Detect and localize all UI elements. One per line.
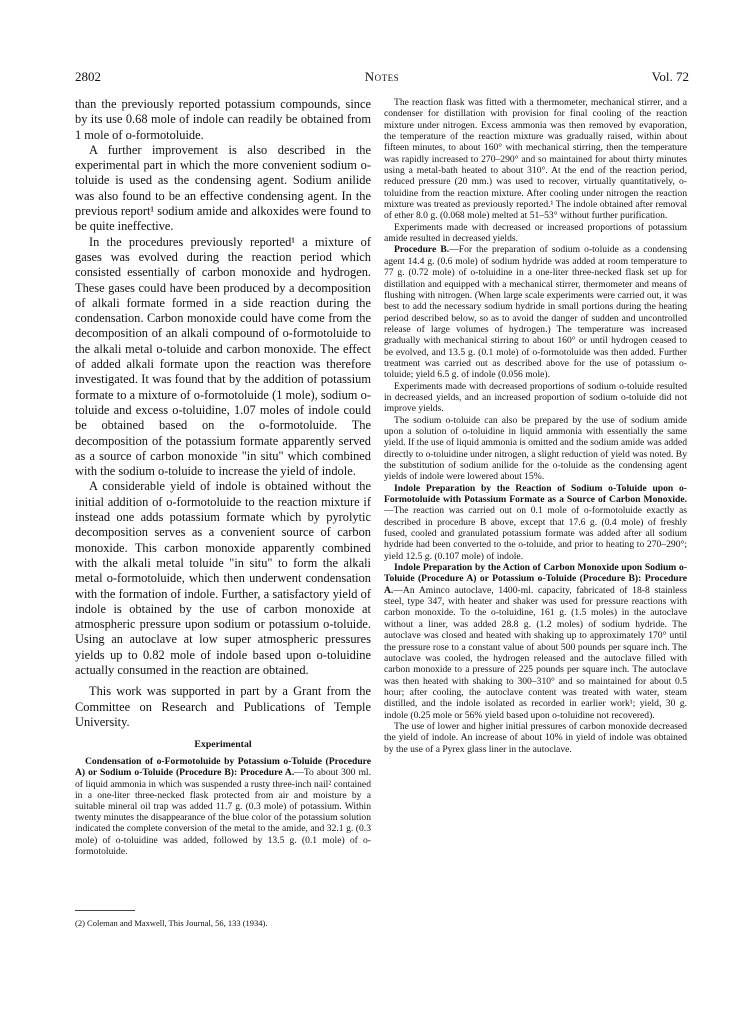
paragraph: Experiments made with decreased proportions of sodium o-toluide resulted in decreased yields, and an increased proportion of sodium o-toluide did not improve yields. bbox=[384, 380, 687, 415]
run-in-heading: Indole Preparation by the Action of Carbon Monoxide upon Sodium o-Toluide (Procedure A) or Potassium o-Toluide (Procedure B): Procedure A. bbox=[384, 562, 687, 596]
paragraph: Experiments made with decreased or increased proportions of potassium amide resulted in decreased yields. bbox=[384, 221, 687, 245]
section-heading-experimental: Experimental bbox=[194, 739, 252, 751]
paragraph: A further improvement is also described in the experimental part in which the more convenient sodium o-toluide is used as the condensing agent. Sodium anilide was also found to be an effective condensing agent. In the previous report¹ sodium amide and alkoxides were found to be quite ineffective. bbox=[75, 142, 371, 234]
paragraph-text: —An Aminco autoclave, 1400-ml. capacity, fabricated of 18-8 stainless steel, type 347, with heater and shaker was used for pressure reactions with carbon monoxide. To the o-toluidine, 161 g. (1.5 moles) in the autoclave without a liner, was added 28.8 g. (1.2 moles) of sodium hydride. The autoclave was closed and heated with shaking up to approximately 170° until the pressure rose to a constant value of about 500 pounds per square inch. The autoclave was cooled, the hydrogen released and the autoclave filled with carbon monoxide to a pressure of 225 pounds per square inch. The autoclave was then heated with shaking to 300–310° and so maintained for about 0.5 hour; after cooling, the autoclave content was treated with water, steam distilled, and the indole isolated as recorded in earlier work¹; yield, 30 g. indole (0.25 mole or 56% yield based upon o-toluidine not recovered). bbox=[384, 584, 687, 721]
paragraph bbox=[384, 244, 687, 380]
paragraph: In the procedures previously reported¹ a mixture of gases was evolved during the reaction period which consisted essentially of carbon monoxide and hydrogen. These gases could have been produced by a decomposition of alkali formate formed in a side reaction during the condensation. Carbon monoxide could have come from the decomposition of an alkali compound of o-formotoluide to the alkali metal o-toluide and carbon monoxide. The effect of added alkali formate upon the reaction was therefore investigated. It was found that by the addition of potassium formate to a mixture of o-formotoluide (1 mole), sodium o-toluide and excess o-toluidine, 1.07 moles of indole could be obtained based on the o-formotoluide. The decomposition of the potassium formate apparently served as a source of carbon monoxide "in situ" which combined with the sodium o-toluide to increase the yield of indole. bbox=[75, 234, 371, 479]
paragraph: A considerable yield of indole is obtained without the initial addition of o-formotoluide to the reaction mixture if instead one adds potassium formate which by pyrolytic decomposition serves as a convenient source of carbon monoxide. This carbon monoxide apparently combined with the alkali metal toluide "in situ" to form the alkali metal o-formotoluide, which then underwent condensation with the formation of indole. Further, a satisfactory yield of indole is obtained by the use of carbon monoxide at atmospheric pressure upon sodium or potassium o-toluide. Using an autoclave at low super atmospheric pressures yields up to 0.82 mole of indole based upon o-toluidine actually consumed in the reaction are obtained. bbox=[75, 479, 371, 677]
volume-label: Vol. 72 bbox=[651, 69, 689, 84]
left-column bbox=[75, 97, 371, 857]
footnote: (2) Coleman and Maxwell, This Journal, 56, 133 (1934). bbox=[75, 918, 268, 928]
paragraph: The sodium o-toluide can also be prepared by the use of sodium amide upon a solution of o-toluidine in liquid ammonia with essentially the same yield. If the use of liquid ammonia is omitted and the sodium amide was added directly to o-toluidine under nitrogen, a slight reduction of yield was noted. By the substitution of sodium anilide for the o-toluide as the condensing agent yields of indole were lowered about 15%. bbox=[384, 414, 687, 483]
paragraph-text: —The reaction was carried out on 0.1 mole of o-formotoluide exactly as described in procedure B above, except that 17.6 g. (0.4 mole) of freshly fused, cooled and granulated potassium formate was added after all sodium hydride had been converted to the o-toluide, and prior to heating to 270–290°; yield 12.5 g. (0.107 mole) of indole. bbox=[384, 505, 687, 562]
paragraph bbox=[384, 562, 687, 721]
paragraph-text: —For the preparation of sodium o-toluide as a condensing agent 14.4 g. (0.6 mole) of sodium hydride was added at room temperature to 77 g. (0.72 mole) of o-toluidine in a one-liter three-necked flask set up for distillation and equipped with a mechanical stirrer, thermometer and means of flushing with nitrogen. (When large scale experiments were carried out, it was best to add the necessary sodium hydride in small portions during the heating period described below, so as to avoid the danger of sudden and uncontrolled release of large volumes of hydrogen.) The temperature was increased gradually with mechanical stirring to about 160° or until hydrogen ceased to be evolved, and 13.5 g. (0.1 mole) of o-formotoluide was then added. Further treatment was carried out as described above for the use of potassium o-toluide; yield 6.5 g. of indole (0.056 mole). bbox=[384, 244, 687, 381]
run-in-heading: Condensation of o-Formotoluide by Potassium o-Toluide (Procedure A) or Sodium o-Toluide (Procedure B): Procedure A. bbox=[75, 756, 371, 779]
paragraph: The use of lower and higher initial pressures of carbon monoxide decreased the yield of indole. An increase of about 10% in yield of indole was obtained by the use of a Pyrex glass liner in the autoclave. bbox=[384, 720, 687, 755]
right-column bbox=[384, 97, 687, 755]
paragraph bbox=[384, 483, 687, 562]
acknowledgement: This work was supported in part by a Grant from the Committee on Research and Publications of Temple University. bbox=[75, 684, 371, 729]
run-in-heading: Procedure B. bbox=[394, 244, 450, 256]
run-in-heading: Indole Preparation by the Reaction of Sodium o-Toluide upon o-Formotoluide with Potassium Formate as a Source of Carbon Monoxide. bbox=[384, 482, 687, 506]
paragraph-text: —To about 300 ml. of liquid ammonia in which was suspended a rusty three-inch nail² contained in a one-liter three-necked flask protected from air and moisture by a suitable mineral oil trap was added 11.7 g. (0.3 mole) of potassium. Within twenty minutes the disappearance of the blue color of the potassium solution indicated the complete conversion of the metal to the amide, and 32.1 g. (0.3 mole) of o-toluidine was added, followed by 13.5 g. (0.1 mole) of o-formotoluide. bbox=[75, 767, 371, 857]
paragraph: The reaction flask was fitted with a thermometer, mechanical stirrer, and a condenser for distillation with provision for final cooling of the reaction mixture under nitrogen. Excess ammonia was then removed by evaporation, the temperature of the reaction mixture was gradually raised, within about fifteen minutes, to about 160° with mechanical stirring, then the temperature was rapidly increased to 270–290° and so maintained for about thirty minutes using a metal-bath heated to about 310°. At the end of the reaction period, reduced pressure (20 mm.) was used to recover, virtually quantitatively, o-toluidine from the reaction mixture. After cooling under nitrogen the reaction mixture was treated as previously reported.¹ The indole obtained after removal of ether 8.0 g. (0.068 mole) melted at 51–53° without further purification. bbox=[384, 97, 687, 222]
section-title: Notes bbox=[364, 69, 400, 84]
paragraph bbox=[75, 756, 371, 857]
paragraph: than the previously reported potassium compounds, since by its use 0.68 mole of indole can readily be obtained from 1 mole of o-formotoluide. bbox=[75, 97, 371, 142]
page-header bbox=[75, 69, 689, 89]
page-number: 2802 bbox=[75, 69, 101, 84]
footnote-rule bbox=[75, 910, 135, 911]
